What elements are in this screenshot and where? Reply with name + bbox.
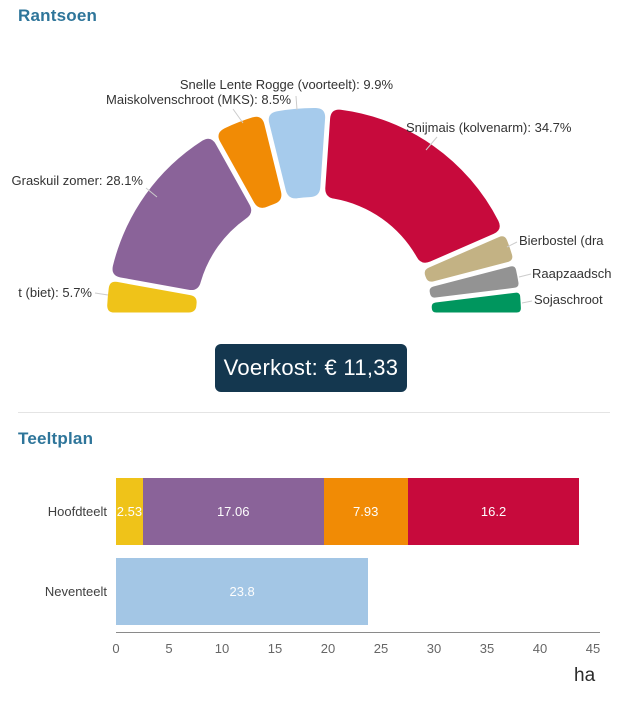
donut-data-label-3: Snelle Lente Rogge (voorteelt): 9.9% — [179, 77, 393, 92]
bar-segment-0-3[interactable] — [408, 478, 580, 545]
donut-data-label-0: t (biet): 5.7% — [18, 285, 92, 300]
voerkost-label: Voerkost: € 11,33 — [223, 355, 399, 380]
x-axis-unit-label: ha — [574, 665, 596, 686]
x-tick-label-15: 15 — [267, 641, 283, 656]
x-tick-label-0: 0 — [112, 641, 120, 656]
bar-value-label: 17.06 — [216, 504, 250, 519]
donut-data-label-7: Sojaschroot — [534, 292, 603, 307]
voerkost-badge — [215, 344, 407, 392]
donut-svg — [0, 0, 642, 340]
teeltplan-section-title: Teeltplan — [18, 429, 94, 448]
donut-label-connector-0 — [95, 293, 108, 295]
x-tick-label-30: 30 — [426, 641, 442, 656]
donut-data-label-6: Raapzaadsch — [532, 266, 612, 281]
bar-value-label: 16.2 — [480, 504, 507, 519]
donut-data-label-1: Graskuil zomer: 28.1% — [11, 173, 143, 188]
bar-segment-0-0[interactable] — [116, 478, 143, 545]
donut-label-connector-6 — [519, 274, 531, 277]
x-tick-label-10: 10 — [214, 641, 230, 656]
bar-value-label: 2.53 — [116, 504, 143, 519]
x-tick-label-25: 25 — [373, 641, 389, 656]
x-tick-label-5: 5 — [165, 641, 173, 656]
bar-segment-1-0[interactable] — [116, 558, 368, 625]
section-divider — [18, 412, 610, 413]
donut-data-label-4: Snijmais (kolvenarm): 34.7% — [406, 120, 572, 135]
bar-value-label: 23.8 — [229, 584, 255, 599]
donut-segment-1[interactable] — [113, 139, 252, 290]
x-axis-line — [116, 632, 600, 633]
bar-value-label: 7.93 — [353, 504, 379, 519]
donut-data-label-2: Maiskolvenschroot (MKS): 8.5% — [106, 92, 291, 107]
rantsoen-section-title: Rantsoen — [18, 6, 98, 25]
x-tick-label-20: 20 — [320, 641, 336, 656]
donut-label-connector-7 — [522, 301, 532, 303]
x-tick-label-35: 35 — [479, 641, 495, 656]
bar-row-label-1: Neventeelt — [44, 584, 107, 599]
x-tick-label-40: 40 — [532, 641, 548, 656]
donut-label-connector-3 — [296, 96, 297, 110]
donut-label-connector-2 — [233, 109, 243, 123]
donut-data-label-5: Bierbostel (dra — [519, 233, 604, 248]
bar-segment-0-1[interactable] — [143, 478, 324, 545]
bar-row-label-0: Hoofdteelt — [47, 504, 107, 519]
bar-segment-0-2[interactable] — [324, 478, 408, 545]
x-tick-label-45: 45 — [585, 641, 601, 656]
rantsoen-half-donut-chart — [0, 0, 642, 340]
